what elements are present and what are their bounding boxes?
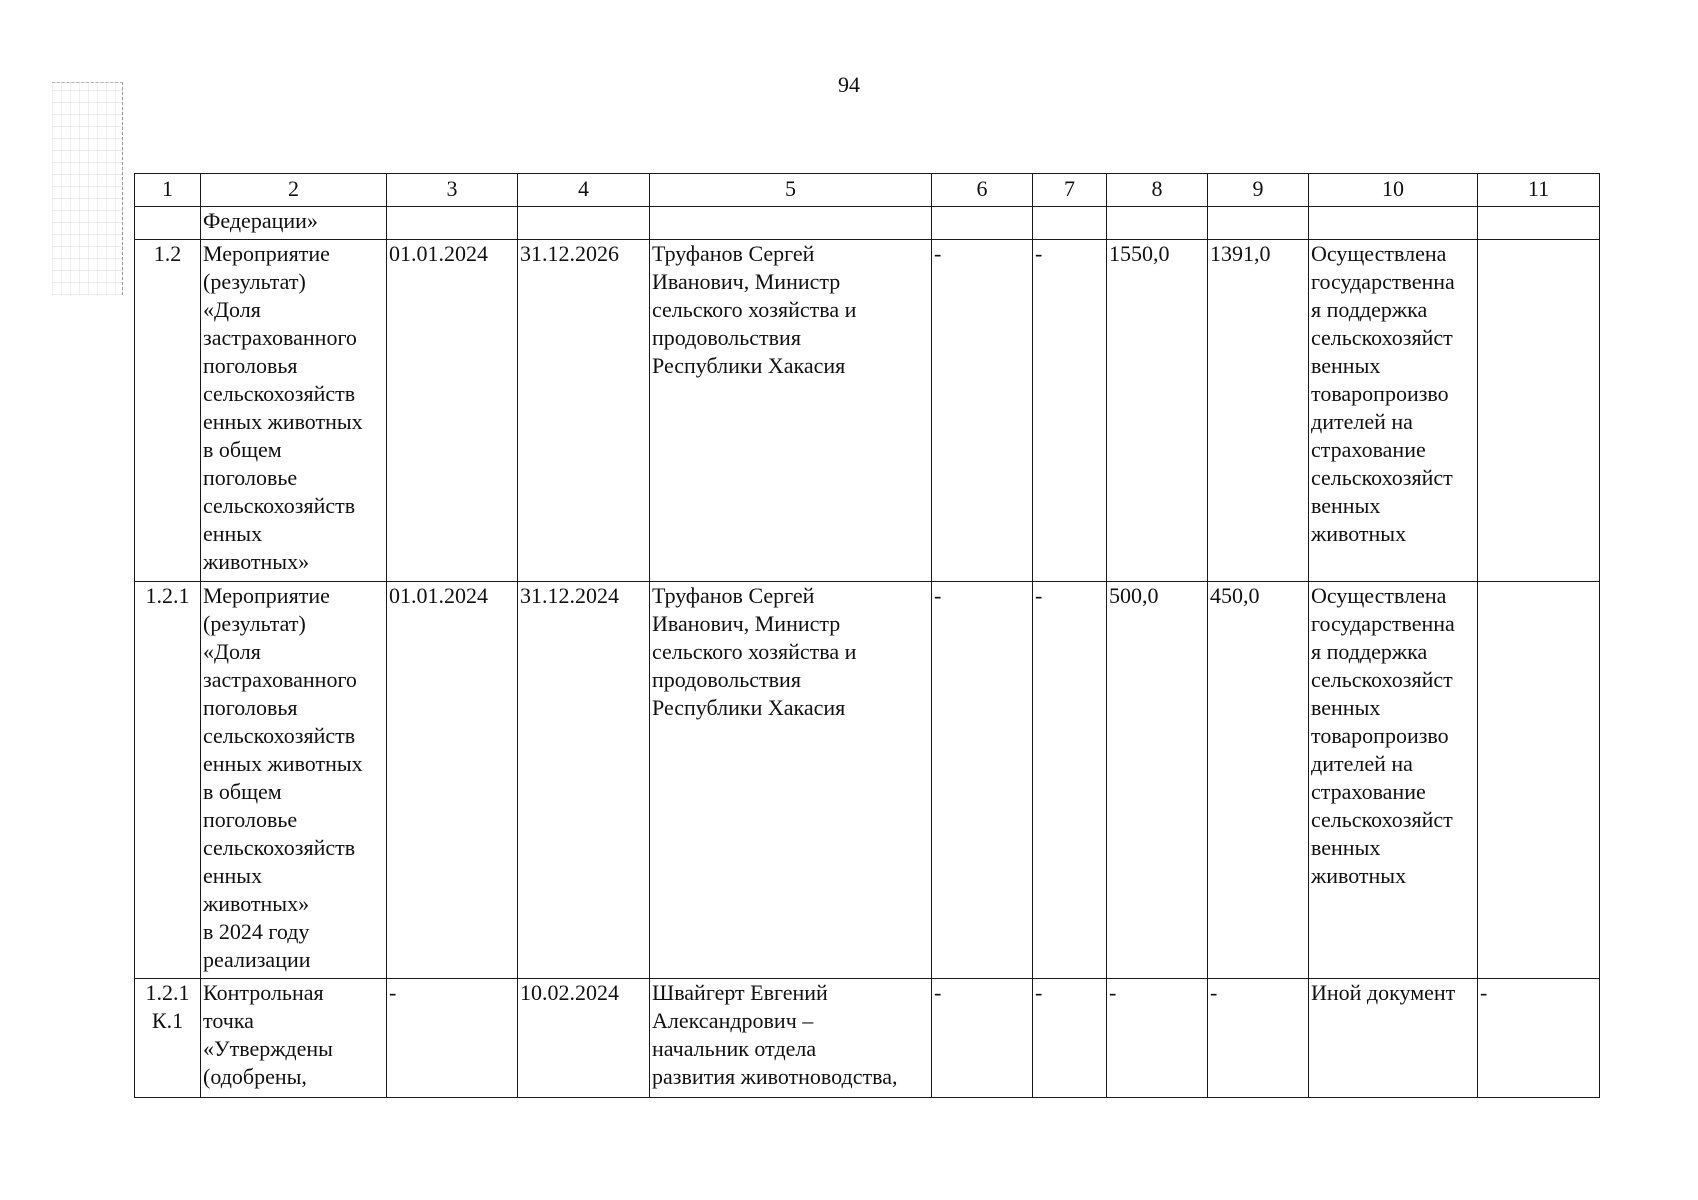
header-cell: 8 (1107, 174, 1208, 207)
table-cell (932, 207, 1033, 240)
table-cell (1033, 207, 1107, 240)
header-cell: 3 (387, 174, 518, 207)
table-cell (650, 207, 932, 240)
cell-text: - (1480, 980, 1488, 1005)
table-cell (518, 240, 650, 582)
header-cell: 7 (1033, 174, 1107, 207)
header-row (135, 174, 1600, 207)
table-cell (1478, 979, 1600, 1098)
table-cell (1107, 240, 1208, 582)
cell-text: 01.01.2024 (389, 241, 488, 266)
cell-text: Швайгерт Евгений Александрович – начальник отдела развития животноводства, (652, 980, 898, 1089)
table-cell (518, 207, 650, 240)
cell-text: 1550,0 (1109, 241, 1170, 266)
header-cell: 6 (932, 174, 1033, 207)
table-cell (518, 582, 650, 979)
table-cell (387, 979, 518, 1098)
table-cell (1478, 582, 1600, 979)
cell-text: Труфанов Сергей Иванович, Министр сельского хозяйства и продовольствия Республики Хакасия (652, 241, 857, 378)
cell-text: Мероприятие (результат) «Доля застрахованного поголовья сельскохозяйств енных животных в общем поголовье сельскохозяйств енных животных» (203, 241, 363, 574)
table-cell (387, 207, 518, 240)
cell-text: Иной документ (1311, 980, 1456, 1005)
table-cell (387, 582, 518, 979)
table-cell (1478, 240, 1600, 582)
scan-artifact (52, 82, 123, 295)
table-cell (518, 979, 650, 1098)
table-cell (201, 582, 387, 979)
table-cell (1107, 207, 1208, 240)
table-cell (201, 207, 387, 240)
table-cell (1208, 207, 1309, 240)
cell-text: - (1035, 583, 1043, 608)
table-cell (1107, 582, 1208, 979)
cell-text: 1.2.1 (145, 583, 190, 608)
cell-text: 450,0 (1210, 583, 1260, 608)
cell-text: 31.12.2026 (520, 241, 619, 266)
table-cell (135, 207, 201, 240)
cell-text: - (934, 241, 942, 266)
page-number: 94 (838, 72, 860, 97)
cell-text: - (1109, 980, 1117, 1005)
header-cell: 11 (1478, 174, 1600, 207)
table-row (135, 240, 1600, 582)
header-cell: 1 (135, 174, 201, 207)
cell-text: - (1035, 980, 1043, 1005)
cell-text: - (934, 583, 942, 608)
table-row (135, 979, 1600, 1098)
cell-text: 1.2.1 К.1 (145, 980, 190, 1033)
cell-text: Федерации» (203, 208, 318, 233)
continuation-row (135, 207, 1600, 240)
table-cell (1309, 207, 1478, 240)
cell-text: 01.01.2024 (389, 583, 488, 608)
cell-text: - (1035, 241, 1043, 266)
header-cell: 2 (201, 174, 387, 207)
cell-text: 31.12.2024 (520, 583, 619, 608)
table-cell (1033, 240, 1107, 582)
table-cell (932, 240, 1033, 582)
table-cell (932, 979, 1033, 1098)
table-cell (650, 979, 932, 1098)
table-cell (1208, 979, 1309, 1098)
header-cell: 4 (518, 174, 650, 207)
table-cell (1309, 582, 1478, 979)
row-number-cell (135, 240, 201, 582)
data-table (134, 173, 1600, 1098)
table-cell (1033, 582, 1107, 979)
cell-text: - (934, 980, 942, 1005)
table-cell (201, 240, 387, 582)
header-cell: 10 (1309, 174, 1478, 207)
cell-text: 10.02.2024 (520, 980, 619, 1005)
cell-text: Труфанов Сергей Иванович, Министр сельского хозяйства и продовольствия Республики Хакасия (652, 583, 857, 720)
table-cell (650, 582, 932, 979)
cell-text: - (389, 980, 397, 1005)
cell-text: 1391,0 (1210, 241, 1271, 266)
table-cell (1033, 979, 1107, 1098)
cell-text: Осуществлена государственна я поддержка сельскохозяйст венных товаропроизво дителей на страхование сельскохозяйст венных животных (1311, 583, 1455, 888)
table-cell (1107, 979, 1208, 1098)
cell-text: - (1210, 980, 1218, 1005)
table-cell (1478, 207, 1600, 240)
row-number-cell (135, 582, 201, 979)
table-cell (1208, 240, 1309, 582)
table-cell (1309, 979, 1478, 1098)
header-cell: 5 (650, 174, 932, 207)
table-cell (387, 240, 518, 582)
table-cell (1208, 582, 1309, 979)
cell-text: 500,0 (1109, 583, 1159, 608)
table-cell (932, 582, 1033, 979)
table-row (135, 582, 1600, 979)
cell-text: Контрольная точка «Утверждены (одобрены, (203, 980, 333, 1089)
table-cell (201, 979, 387, 1098)
cell-text: Мероприятие (результат) «Доля застрахованного поголовья сельскохозяйств енных животных в общем поголовье сельскохозяйств енных животных» в 2024 году реализации (203, 583, 363, 972)
cell-text: 1.2 (153, 241, 182, 266)
cell-text: Осуществлена государственна я поддержка сельскохозяйст венных товаропроизво дителей на страхование сельскохозяйст венных животных (1311, 241, 1455, 546)
table-cell (650, 240, 932, 582)
table-cell (1309, 240, 1478, 582)
header-cell: 9 (1208, 174, 1309, 207)
row-number-cell (135, 979, 201, 1098)
